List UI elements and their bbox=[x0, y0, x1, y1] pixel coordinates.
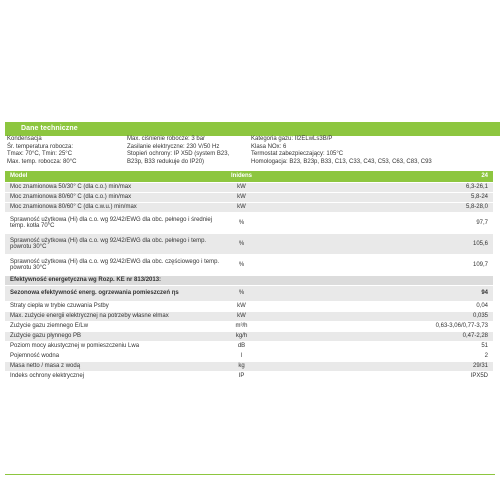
row-unit: kW bbox=[228, 202, 255, 212]
summary-line: Kondensacja bbox=[7, 136, 42, 142]
header-brand: Inidens bbox=[228, 171, 255, 182]
summary-line: Termostat zabezpieczający: 105°C bbox=[251, 151, 344, 157]
row-unit: % bbox=[228, 285, 255, 301]
row-parameter: Sprawność użytkowa (Hi) dla c.o. wg 92/42/EWG dla obc. pełnego i temp. powrotu 30°C bbox=[5, 233, 228, 254]
row-value: 97,7 bbox=[255, 212, 493, 233]
row-parameter: Sezonowa efektywność energ. ogrzewania pomieszczeń ηs bbox=[5, 285, 228, 301]
row-value: 94 bbox=[255, 285, 493, 301]
summary-line: Tmax: 70°C, Tmin: 25°C bbox=[7, 151, 73, 157]
table-header-row bbox=[5, 171, 493, 182]
row-unit: kW bbox=[228, 192, 255, 202]
summary-line: Klasa NOx: 6 bbox=[251, 143, 287, 150]
row-parameter: Sprawność użytkowa (Hi) dla c.o. wg 92/42/EWG dla obc. częściowego i temp. powrotu 30°C bbox=[5, 254, 228, 275]
header-value: 24 bbox=[255, 171, 493, 182]
row-unit: kW bbox=[228, 311, 255, 321]
table-row bbox=[5, 202, 493, 212]
row-value: IPX5D bbox=[255, 371, 493, 381]
row-parameter: Moc znamionowa 80/60° C (dla c.w.u.) min/max bbox=[5, 202, 228, 212]
table-row bbox=[5, 361, 493, 371]
row-value: 2 bbox=[255, 351, 493, 361]
table-row bbox=[5, 351, 493, 361]
table-row bbox=[5, 254, 493, 275]
table-row bbox=[5, 182, 493, 192]
row-parameter: Efektywność energetyczna wg Rozp. KE nr 813/2013: bbox=[5, 275, 228, 285]
row-unit: % bbox=[228, 212, 255, 233]
row-value bbox=[255, 275, 493, 285]
row-unit: kW bbox=[228, 301, 255, 311]
row-unit bbox=[228, 275, 255, 285]
table-row bbox=[5, 341, 493, 351]
row-unit: % bbox=[228, 233, 255, 254]
row-value: 0,63-3,06/0,77-3,73 bbox=[255, 321, 493, 331]
row-value: 6,3-26,1 bbox=[255, 182, 493, 192]
section-row bbox=[5, 275, 493, 285]
summary-column-2 bbox=[127, 136, 252, 166]
bottom-divider bbox=[5, 474, 495, 475]
row-parameter: Zużycie gazu ziemnego E/Lw bbox=[5, 321, 228, 331]
table-row bbox=[5, 285, 493, 301]
table-row bbox=[5, 321, 493, 331]
row-unit: m³/h bbox=[228, 321, 255, 331]
header-model: Model bbox=[5, 171, 228, 182]
row-parameter: Moc znamionowa 50/30° C (dla c.o.) min/max bbox=[5, 182, 228, 192]
row-parameter: Pojemność wodna bbox=[5, 351, 228, 361]
summary-line: Zasilanie elektryczne: 230 V/50 Hz bbox=[127, 143, 220, 150]
row-parameter: Straty ciepła w trybie czuwania Pstby bbox=[5, 301, 228, 311]
summary-line: Śr. temperatura robocza: bbox=[7, 143, 74, 150]
row-value: 5,8-24 bbox=[255, 192, 493, 202]
table-row bbox=[5, 212, 493, 233]
table-row bbox=[5, 192, 493, 202]
row-parameter: Max. zużycie energii elektrycznej na potrzeby własne elmax bbox=[5, 311, 228, 321]
row-value: 29/31 bbox=[255, 361, 493, 371]
summary-column-1 bbox=[7, 136, 127, 166]
row-value: 0,04 bbox=[255, 301, 493, 311]
section-title: Dane techniczne bbox=[5, 122, 500, 136]
row-unit: % bbox=[228, 254, 255, 275]
summary-line: Max. temp. robocza: 80°C bbox=[7, 158, 77, 165]
summary-column-3 bbox=[251, 136, 432, 166]
row-parameter: Masa netto / masa z wodą bbox=[5, 361, 228, 371]
row-unit: dB bbox=[228, 341, 255, 351]
table-row bbox=[5, 311, 493, 321]
row-parameter: Sprawność użytkowa (Hi) dla c.o. wg 92/42/EWG dla obc. pełnego i średniej temp. kotła 70°C bbox=[5, 212, 228, 233]
table-row bbox=[5, 371, 493, 381]
row-parameter: Zużycie gazu płynnego PB bbox=[5, 331, 228, 341]
row-parameter: Moc znamionowa 80/60° C (dla c.o.) min/max bbox=[5, 192, 228, 202]
summary-line: Homologacja: B23, B23p, B33, C13, C33, C43, C53, C63, C83, C93 bbox=[251, 158, 432, 165]
row-value: 0,47-2,28 bbox=[255, 331, 493, 341]
row-value: 109,7 bbox=[255, 254, 493, 275]
summary-line: B23p, B33 redukuje do IP20) bbox=[127, 158, 205, 165]
table-row bbox=[5, 233, 493, 254]
row-unit: l bbox=[228, 351, 255, 361]
row-value: 5,8-28,0 bbox=[255, 202, 493, 212]
table-row bbox=[5, 331, 493, 341]
row-parameter: Poziom mocy akustycznej w pomieszczeniu Lwa bbox=[5, 341, 228, 351]
row-value: 51 bbox=[255, 341, 493, 351]
row-unit: kg/h bbox=[228, 331, 255, 341]
row-value: 105,6 bbox=[255, 233, 493, 254]
technical-data-table bbox=[5, 171, 493, 382]
summary-line: Stopień ochrony: IP X5D (system B23, bbox=[127, 151, 230, 157]
row-unit: kW bbox=[228, 182, 255, 192]
summary-line: Max. ciśnienie robocze: 3 bar bbox=[127, 136, 206, 142]
row-value: 0,035 bbox=[255, 311, 493, 321]
row-unit: kg bbox=[228, 361, 255, 371]
technical-summary bbox=[7, 136, 495, 170]
row-parameter: Indeks ochrony elektrycznej bbox=[5, 371, 228, 381]
table-row bbox=[5, 301, 493, 311]
summary-line: Kategoria gazu: II2ELwLs3B/P bbox=[251, 136, 333, 142]
row-unit: IP bbox=[228, 371, 255, 381]
